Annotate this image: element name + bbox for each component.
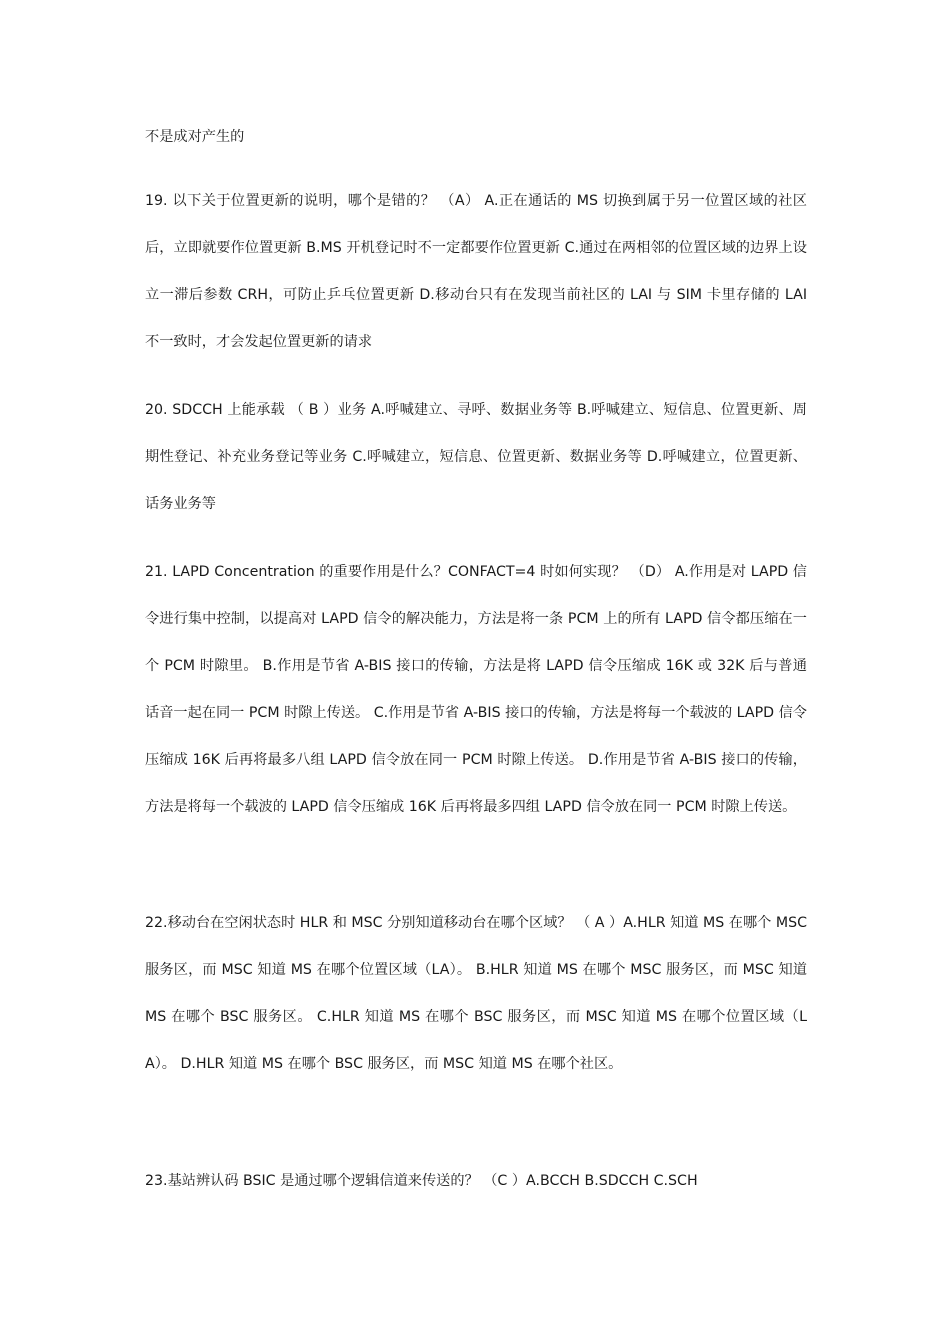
intro-paragraph: 不是成对产生的 [145, 129, 245, 145]
question-22: 22.移动台在空闲状态时 HLR 和 MSC 分别知道移动台在哪个区域？ （ A ）A.HLR 知道 MS 在哪个 MSC 服务区，而 MSC 知道 MS 在哪个位置区域（LA）。 B.HLR 知道 MS 在哪个 MSC 服务区，而 MSC 知道 MS 在哪个 BSC 服务区。 C.HLR 知道 MS 在哪个 BSC 服务区，而 MSC 知道 MS 在哪个位置区域（LA）。 D.HLR 知道 MS 在哪个 BSC 服务区，而 MSC 知道 MS 在哪个社区。 [145, 915, 807, 1072]
question-21: 21. LAPD Concentration 的重要作用是什么？CONFACT=4 时如何实现？ （D） A.作用是对 LAPD 信令进行集中控制，以提高对 LAPD 信令的解决能力，方法是将一条 PCM 上的所有 LAPD 信令都压缩在一个 PCM 时隙里。 B.作用是节省 A-BIS 接口的传输，方法是将 LAPD 信令压缩成 16K 或 32K 后与普通话音一起在同一 PCM 时隙上传送。 C.作用是节省 A-BIS 接口的传输，方法是将每一个载波的 LAPD 信令压缩成 16K 后再将最多八组 LAPD 信令放在同一 PCM 时隙上传送。 D.作用是节省 A-BIS 接口的传输，方法是将每一个载波的 LAPD 信令压缩成 16K 后再将最多四组 LAPD 信令放在同一 PCM 时隙上传送。 [145, 564, 807, 815]
question-23: 23.基站辨认码 BSIC 是通过哪个逻辑信道来传送的？ （C ）A.BCCH B.SDCCH C.SCH [145, 1173, 698, 1189]
question-20: 20. SDCCH 上能承载 （ B ）业务 A.呼喊建立、寻呼、数据业务等 B.呼喊建立、短信息、位置更新、周期性登记、补充业务登记等业务 C.呼喊建立，短信息、位置更新、数据业务等 D.呼喊建立，位置更新、话务业务等 [145, 402, 807, 512]
question-19: 19. 以下关于位置更新的说明，哪个是错的？ （A） A.正在通话的 MS 切换到属于另一位置区域的社区后，立即就要作位置更新 B.MS 开机登记时不一定都要作位置更新 C.通过在两相邻的位置区域的边界上设立一滞后参数 CRH，可防止乒乓位置更新 D.移动台只有在发现当前社区的 LAI 与 SIM 卡里存储的 LAI 不一致时，才会发起位置更新的请求 [145, 193, 807, 350]
